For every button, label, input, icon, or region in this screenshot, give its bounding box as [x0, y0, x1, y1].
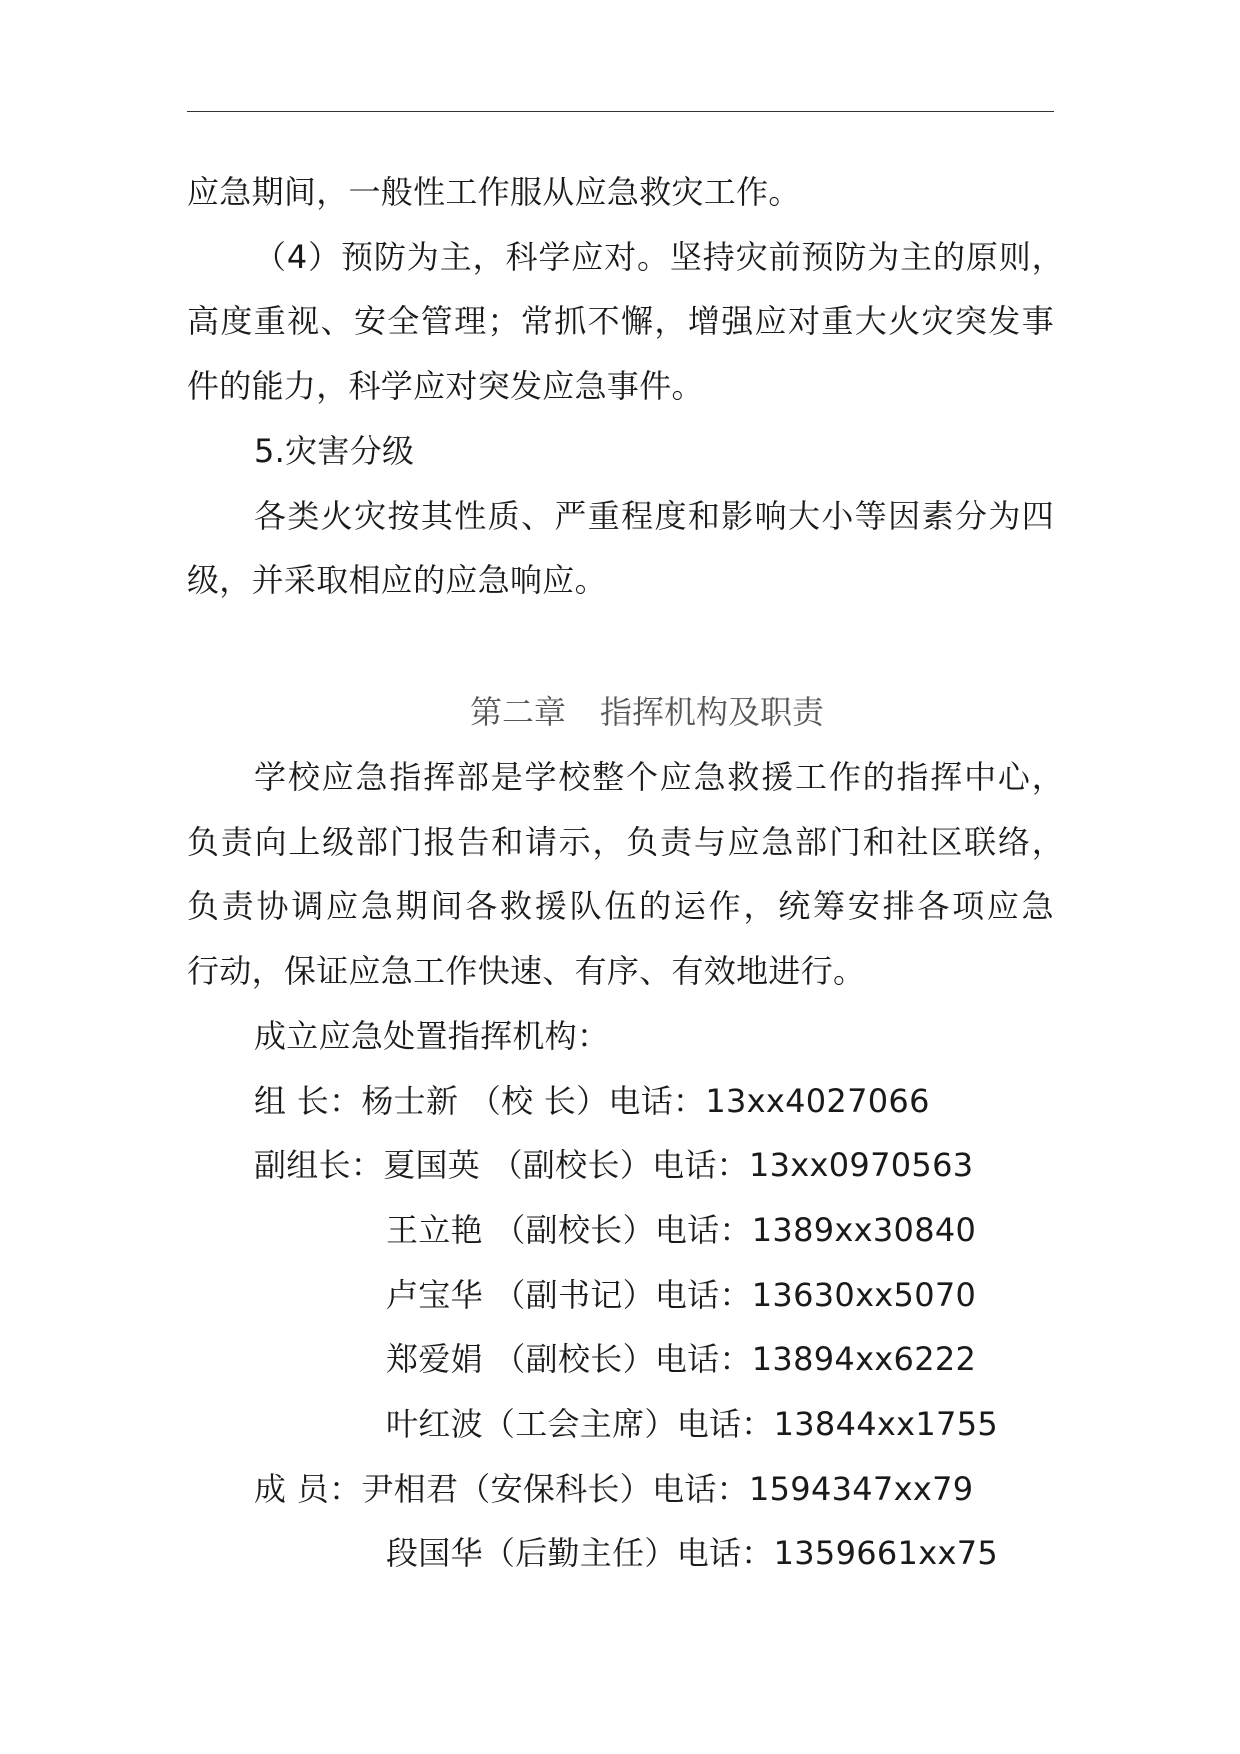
paragraph-line: 成立应急处置指挥机构：	[254, 1017, 610, 1055]
paragraph-line: 负责协调应急期间各救援队伍的运作，统筹安排各项应急	[187, 887, 1054, 925]
paragraph-line: 行动，保证应急工作快速、有序、有效地进行。	[187, 952, 866, 990]
roster-entry: 王立艳 （副校长）电话：1389xx30840	[386, 1211, 977, 1249]
paragraph-line: 件的能力，科学应对突发应急事件。	[187, 367, 704, 405]
roster-entry: 副组长：夏国英 （副校长）电话：13xx0970563	[254, 1146, 974, 1184]
paragraph-line: 级，并采取相应的应急响应。	[187, 561, 607, 599]
chapter-heading	[470, 692, 824, 732]
roster-entry: 叶红波（工会主席）电话：13844xx1755	[386, 1405, 999, 1443]
roster-entry: 段国华（后勤主任）电话：1359661xx75	[386, 1534, 999, 1572]
chapter-number: 第二章	[470, 693, 567, 731]
roster-entry: 组 长：杨士新 （校 长）电话：13xx4027066	[254, 1082, 930, 1120]
section-heading: 5.灾害分级	[254, 432, 415, 470]
paragraph-line: 负责向上级部门报告和请示，负责与应急部门和社区联络，	[187, 823, 1064, 861]
paragraph-line: 各类火灾按其性质、严重程度和影响大小等因素分为四	[254, 497, 1054, 535]
roster-entry: 郑爱娟 （副校长）电话：13894xx6222	[386, 1340, 977, 1378]
chapter-title: 指挥机构及职责	[600, 693, 825, 731]
header-rule	[187, 111, 1054, 112]
roster-entry: 卢宝华 （副书记）电话：13630xx5070	[386, 1276, 977, 1314]
paragraph-line: 学校应急指挥部是学校整个应急救援工作的指挥中心，	[254, 758, 1064, 796]
roster-entry: 成 员：尹相君（安保科长）电话：1594347xx79	[254, 1470, 974, 1508]
paragraph-line: 应急期间，一般性工作服从应急救灾工作。	[187, 173, 801, 211]
paragraph-line: （4）预防为主，科学应对。坚持灾前预防为主的原则，	[254, 238, 1064, 276]
paragraph-line: 高度重视、安全管理；常抓不懈，增强应对重大火灾突发事	[187, 302, 1054, 340]
